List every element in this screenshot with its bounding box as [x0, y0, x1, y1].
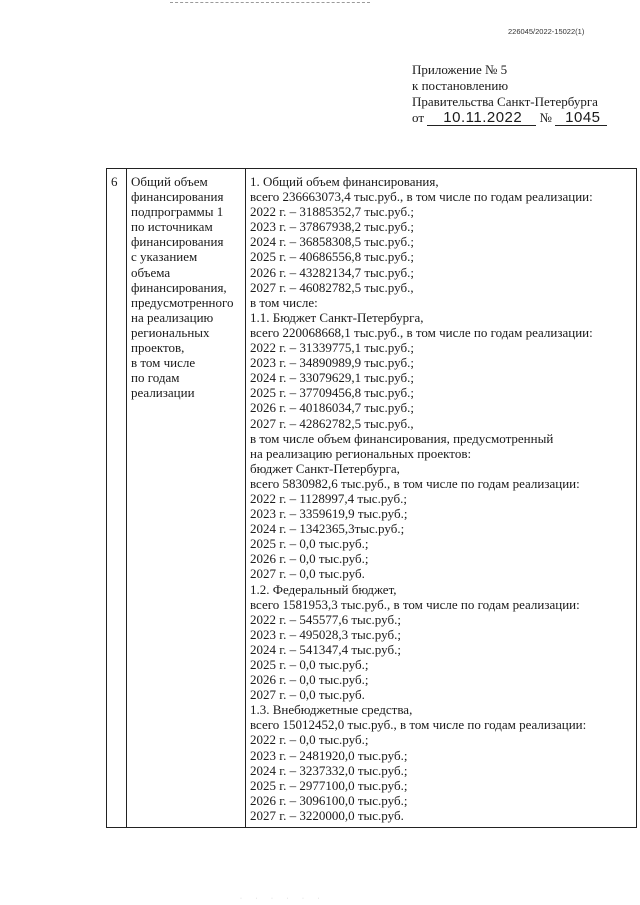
- financing-table: [106, 168, 637, 828]
- row-content-line: 2026 г. – 3096100,0 тыс.руб.;: [250, 792, 408, 808]
- row-content-line: 2022 г. – 31885352,7 тыс.руб.;: [250, 204, 414, 220]
- row-label-line: региональных: [131, 324, 210, 340]
- row-content-line: 2023 г. – 34890989,9 тыс.руб.;: [250, 355, 414, 371]
- row-content-line: 2023 г. – 2481920,0 тыс.руб.;: [250, 747, 408, 763]
- row-content-line: 2022 г. – 1128997,4 тыс.руб.;: [250, 490, 407, 506]
- row-content-line: 2023 г. – 495028,3 тыс.руб.;: [250, 626, 401, 642]
- row-content-line: 2025 г. – 0,0 тыс.руб.;: [250, 536, 369, 552]
- appendix-title: Приложение № 5: [412, 62, 508, 77]
- row-content-line: 2027 г. – 3220000,0 тыс.руб.: [250, 807, 404, 823]
- row-content-line: 2027 г. – 0,0 тыс.руб.: [250, 566, 365, 582]
- row-content-line: 2025 г. – 2977100,0 тыс.руб.;: [250, 777, 408, 793]
- row-content-line: 2026 г. – 0,0 тыс.руб.;: [250, 672, 369, 688]
- row-content-line: всего 5830982,6 тыс.руб., в том числе по годам реализации:: [250, 475, 580, 491]
- row-content-line: 2023 г. – 37867938,2 тыс.руб.;: [250, 219, 414, 235]
- row-content-line: 1.2. Федеральный бюджет,: [250, 581, 397, 597]
- date-prefix: от: [412, 110, 425, 125]
- row-content-line: 2026 г. – 40186034,7 тыс.руб.;: [250, 400, 414, 416]
- row-content-line: всего 220068668,1 тыс.руб., в том числе по годам реализации:: [250, 324, 593, 340]
- row-label-line: по годам: [131, 370, 180, 386]
- row-label-line: реализации: [131, 385, 195, 401]
- row-label-line: с указанием: [131, 249, 198, 265]
- row-content-cell: [246, 169, 637, 828]
- number-prefix: №: [539, 110, 552, 125]
- appendix-subtitle: к постановлению: [412, 78, 509, 93]
- row-label-line: объема: [131, 264, 171, 280]
- row-content-line: 2024 г. – 541347,4 тыс.руб.;: [250, 641, 401, 657]
- row-content-line: 2024 г. – 3237332,0 тыс.руб.;: [250, 762, 408, 778]
- row-content-line: 2024 г. – 33079629,1 тыс.руб.;: [250, 370, 414, 386]
- row-content-line: всего 1581953,3 тыс.руб., в том числе по годам реализации:: [250, 596, 580, 612]
- row-content-line: всего 15012452,0 тыс.руб., в том числе по годам реализации:: [250, 717, 587, 733]
- row-content-line: 2024 г. – 36858308,5 тыс.руб.;: [250, 234, 414, 250]
- resolution-number: 1045: [555, 111, 606, 126]
- row-label-line: финансирования,: [131, 279, 227, 295]
- row-label-line: проектов,: [131, 340, 185, 356]
- row-label-cell: [127, 169, 246, 828]
- row-content-line: в том числе:: [250, 294, 318, 310]
- row-content-line: 2027 г. – 42862782,5 тыс.руб.,: [250, 415, 414, 431]
- scan-marks: · · · · · ·: [240, 896, 326, 902]
- row-label-line: по источникам: [131, 219, 213, 235]
- row-content-line: 2025 г. – 0,0 тыс.руб.;: [250, 657, 369, 672]
- top-scan-line: [170, 2, 370, 3]
- row-content-line: 2024 г. – 1342365,3тыс.руб.;: [250, 521, 405, 537]
- row-number-cell: [107, 169, 127, 828]
- appendix-date-number: [412, 110, 607, 126]
- row-content-line: 2026 г. – 43282134,7 тыс.руб.;: [250, 264, 414, 280]
- row-content-line: 2022 г. – 545577,6 тыс.руб.;: [250, 611, 401, 627]
- row-content-line: 1. Общий объем финансирования,: [250, 174, 439, 189]
- row-content-line: 2025 г. – 40686556,8 тыс.руб.;: [250, 249, 414, 265]
- row-content-line: всего 236663073,4 тыс.руб., в том числе по годам реализации:: [250, 189, 593, 205]
- row-content-line: 1.3. Внебюджетные средства,: [250, 702, 413, 718]
- row-content-line: 2025 г. – 37709456,8 тыс.руб.;: [250, 385, 414, 401]
- row-content-line: 2027 г. – 46082782,5 тыс.руб.,: [250, 279, 414, 295]
- row-content-line: 2023 г. – 3359619,9 тыс.руб.;: [250, 506, 408, 522]
- table-row: [107, 169, 637, 828]
- row-label-line: в том числе: [131, 355, 196, 371]
- row-label-line: на реализацию: [131, 309, 214, 325]
- row-label-line: подпрограммы 1: [131, 204, 224, 220]
- row-number: 6: [111, 174, 118, 189]
- row-label-line: предусмотренного: [131, 294, 234, 310]
- document-registration-number: 226045/2022-15022(1): [508, 27, 585, 36]
- row-label-line: Общий объем: [131, 174, 208, 189]
- row-content-line: бюджет Санкт-Петербурга,: [250, 460, 400, 476]
- row-content-line: 2022 г. – 0,0 тыс.руб.;: [250, 732, 369, 748]
- resolution-date: 10.11.2022: [427, 111, 536, 126]
- row-content-line: 2022 г. – 31339775,1 тыс.руб.;: [250, 340, 414, 356]
- row-content-line: 2027 г. – 0,0 тыс.руб.: [250, 687, 365, 703]
- row-label-line: финансирования: [131, 189, 224, 205]
- appendix-issuer: Правительства Санкт-Петербурга: [412, 94, 598, 109]
- row-content-line: 1.1. Бюджет Санкт-Петербурга,: [250, 309, 424, 325]
- row-label-line: финансирования: [131, 234, 224, 250]
- appendix-header: [412, 62, 607, 126]
- row-content-line: 2026 г. – 0,0 тыс.руб.;: [250, 551, 369, 567]
- row-content-line: на реализацию региональных проектов:: [250, 445, 472, 461]
- row-content-line: в том числе объем финансирования, предусмотренный: [250, 430, 554, 446]
